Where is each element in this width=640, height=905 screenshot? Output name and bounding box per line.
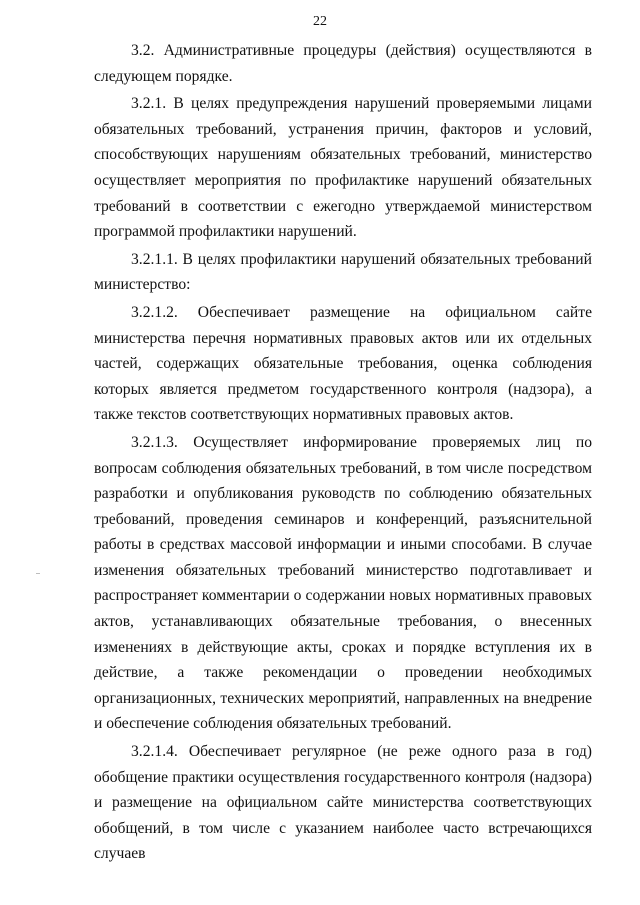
- paragraph-3-2-1: 3.2.1. В целях предупреждения нарушений проверяемыми лицами обязательных требований, устранения причин, факторов и условий, способствующих нарушениям обязательных требований, министерство осуществляет мероприятия по профилактике нарушений обязательных требований в соответствии с ежегодно утверждаемой министерством программой профилактики нарушений.: [94, 95, 592, 241]
- scan-margin-mark: [36, 573, 40, 574]
- paragraph-3-2: 3.2. Административные процедуры (действия) осуществляются в следующем порядке.: [94, 42, 592, 85]
- document-body: [94, 38, 592, 867]
- paragraph-3-2-1-3: 3.2.1.3. Осуществляет информирование проверяемых лиц по вопросам соблюдения обязательных требований, в том числе посредством разработки и опубликования руководств по соблюдению обязательных требований, проведения семинаров и конференций, разъяснительной работы в средствах массовой информации и иными способами. В случае изменения обязательных требований министерство подготавливает и распространяет комментарии о содержании новых нормативных правовых актов, устанавливающих обязательные требования, о внесенных изменениях в действующие акты, сроках и порядке вступления их в действие, а также рекомендации о проведении необходимых организационных, технических мероприятий, направленных на внедрение и обеспечение соблюдения обязательных требований.: [94, 433, 592, 733]
- paragraph-3-2-1-2: 3.2.1.2. Обеспечивает размещение на официальном сайте министерства перечня нормативных правовых актов или их отдельных частей, содержащих обязательные требования, оценка соблюдения которых является предметом государственного контроля (надзора), а также текстов соответствующих нормативных правовых актов.: [94, 303, 592, 424]
- paragraph-3-2-1-1: 3.2.1.1. В целях профилактики нарушений обязательных требований министерство:: [94, 250, 592, 294]
- paragraph-3-2-1-4: 3.2.1.4. Обеспечивает регулярное (не реже одного раза в год) обобщение практики осуществления государственного контроля (надзора) и размещение на официальном сайте министерства соответствующих обобщений, в том числе с указанием наиболее часто встречающихся случаев: [94, 743, 592, 863]
- page-number: 22: [313, 14, 327, 29]
